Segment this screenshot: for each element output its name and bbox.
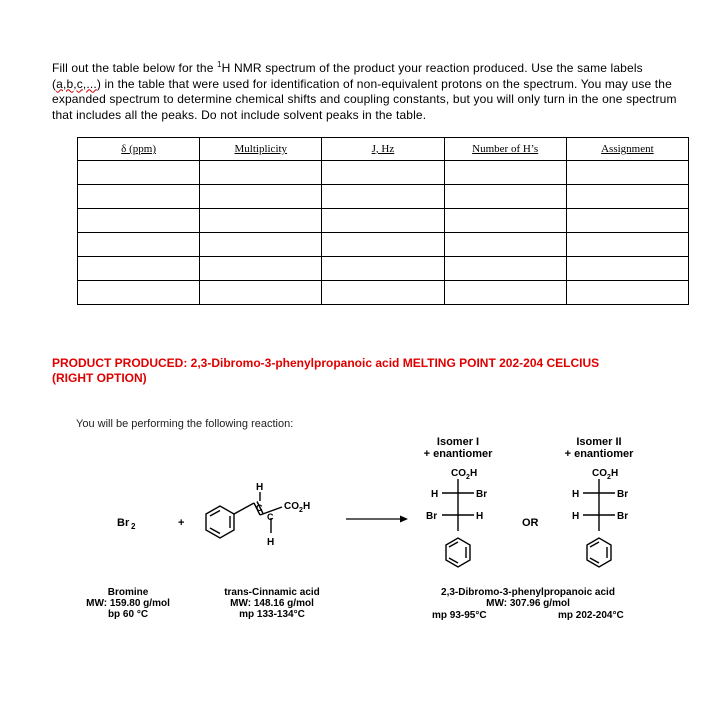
svg-text:+ enantiomer: + enantiomer	[564, 448, 634, 460]
table-cell[interactable]	[200, 233, 322, 257]
table-cell[interactable]	[566, 257, 688, 281]
product-line: PRODUCT PRODUCED: 2,3-Dibromo-3-phenylpropanoic acid MELTING POINT 202-204 CELCIUS	[52, 356, 600, 370]
svg-text:Br: Br	[476, 489, 488, 500]
isomer-2-atom-labels	[572, 468, 628, 522]
instructions-superscript: 1	[217, 60, 222, 69]
table-cell[interactable]	[78, 281, 200, 305]
svg-text:CO: CO	[451, 468, 466, 479]
table-cell[interactable]	[322, 161, 444, 185]
table-cell[interactable]	[566, 233, 688, 257]
isomer-2-labels	[565, 436, 634, 460]
reaction-scheme	[60, 405, 700, 635]
svg-text:Bromine: Bromine	[107, 587, 149, 598]
table-cell[interactable]	[78, 257, 200, 281]
table-cell[interactable]	[566, 185, 688, 209]
table-cell[interactable]	[566, 161, 688, 185]
table-cell[interactable]	[444, 233, 566, 257]
table-cell[interactable]	[200, 257, 322, 281]
svg-text:Isomer I: Isomer I	[436, 436, 480, 448]
table-cell[interactable]	[566, 281, 688, 305]
table-cell[interactable]	[78, 185, 200, 209]
table-header-row	[78, 138, 689, 161]
instructions-text-1: Fill out the table below for the	[52, 61, 218, 75]
svg-text:MW: 159.80 g/mol: MW: 159.80 g/mol	[86, 598, 170, 609]
svg-text:H: H	[431, 489, 439, 500]
svg-text:Br: Br	[617, 511, 629, 522]
isomer-1-atom-labels	[426, 468, 487, 522]
cinnamic-atom-labels	[256, 482, 310, 548]
table-cell[interactable]	[78, 161, 200, 185]
table-cell[interactable]	[78, 233, 200, 257]
table-cell[interactable]	[322, 257, 444, 281]
instructions-paragraph	[52, 57, 682, 123]
header-shift: δ (ppm)	[78, 138, 200, 161]
svg-text:+ enantiomer: + enantiomer	[423, 448, 493, 460]
svg-text:C: C	[267, 512, 274, 522]
svg-text:Br: Br	[426, 511, 438, 522]
table-cell[interactable]	[200, 161, 322, 185]
table-row	[78, 185, 689, 209]
isomer-1-structure	[442, 479, 474, 567]
table-row	[78, 161, 689, 185]
svg-text:mp 93-95°C: mp 93-95°C	[432, 610, 487, 621]
isomer-2-structure	[583, 479, 615, 567]
table-cell[interactable]	[444, 257, 566, 281]
header-hydrogens: Number of H’s	[444, 138, 566, 161]
instructions-labels: a,b,c,...	[56, 76, 97, 91]
table-row	[78, 257, 689, 281]
svg-text:H: H	[470, 468, 478, 479]
svg-text:2: 2	[607, 474, 611, 481]
table-cell[interactable]	[200, 209, 322, 233]
svg-text:2: 2	[466, 474, 470, 481]
table-cell[interactable]	[444, 281, 566, 305]
plus-sign: +	[178, 517, 185, 529]
table-cell[interactable]	[322, 209, 444, 233]
table-cell[interactable]	[566, 209, 688, 233]
or-label: OR	[522, 517, 539, 529]
table-cell[interactable]	[78, 209, 200, 233]
header-assignment: Assignment	[566, 138, 688, 161]
product-statement	[52, 356, 692, 386]
table-cell[interactable]	[322, 233, 444, 257]
instructions-text-3: ) in the table that were used for identification of non-equivalent protons on the spectrum. You may use the expanded spectrum to determine chemical shifts and coupling constants, but you will only turn in the one spectrum that includes all the peaks. Do not include solvent peaks in the table.	[52, 76, 677, 122]
table-row	[78, 233, 689, 257]
bromine-formula	[117, 517, 136, 531]
table-cell[interactable]	[444, 185, 566, 209]
table-cell[interactable]	[444, 209, 566, 233]
svg-text:bp 60 °C: bp 60 °C	[107, 609, 149, 620]
svg-text:CO: CO	[592, 468, 607, 479]
svg-text:H: H	[267, 537, 275, 548]
reaction-arrow	[346, 516, 408, 523]
svg-text:trans-Cinnamic acid: trans-Cinnamic acid	[224, 587, 320, 598]
product-caption	[432, 587, 624, 621]
svg-text:2,3-Dibromo-3-phenylpropanoic: 2,3-Dibromo-3-phenylpropanoic acid	[441, 587, 615, 598]
nmr-table	[77, 137, 689, 305]
instructions-text-2: H NMR spectrum of the product your reaction produced. Use the same labels (	[52, 61, 643, 91]
table-cell[interactable]	[322, 281, 444, 305]
table-cell[interactable]	[322, 185, 444, 209]
svg-text:mp 202-204°C: mp 202-204°C	[558, 610, 624, 621]
svg-text:Br: Br	[117, 517, 130, 529]
product-option-line: (RIGHT OPTION)	[52, 371, 147, 385]
svg-text:C: C	[256, 503, 263, 513]
table-cell[interactable]	[200, 281, 322, 305]
svg-text:CO: CO	[284, 501, 299, 512]
svg-text:H: H	[611, 468, 619, 479]
svg-text:H: H	[572, 489, 580, 500]
table-row	[78, 281, 689, 305]
cinnamic-acid-caption	[224, 587, 320, 620]
svg-text:Br: Br	[617, 489, 629, 500]
svg-text:2: 2	[299, 507, 303, 514]
svg-text:H: H	[476, 511, 484, 522]
svg-text:H: H	[572, 511, 580, 522]
svg-text:Isomer II: Isomer II	[576, 436, 622, 448]
table-row	[78, 209, 689, 233]
table-cell[interactable]	[200, 185, 322, 209]
svg-text:H: H	[256, 482, 264, 493]
header-multiplicity: Multiplicity	[200, 138, 322, 161]
svg-text:2: 2	[131, 522, 136, 531]
svg-text:H: H	[303, 501, 311, 512]
scheme-title: You will be performing the following reaction:	[76, 418, 294, 430]
bromine-caption	[86, 587, 170, 620]
header-coupling: J, Hz	[322, 138, 444, 161]
svg-text:MW: 148.16 g/mol: MW: 148.16 g/mol	[230, 598, 314, 609]
isomer-1-labels	[424, 436, 493, 460]
svg-text:MW: 307.96 g/mol: MW: 307.96 g/mol	[486, 598, 570, 609]
table-cell[interactable]	[444, 161, 566, 185]
svg-text:mp 133-134°C: mp 133-134°C	[239, 609, 305, 620]
